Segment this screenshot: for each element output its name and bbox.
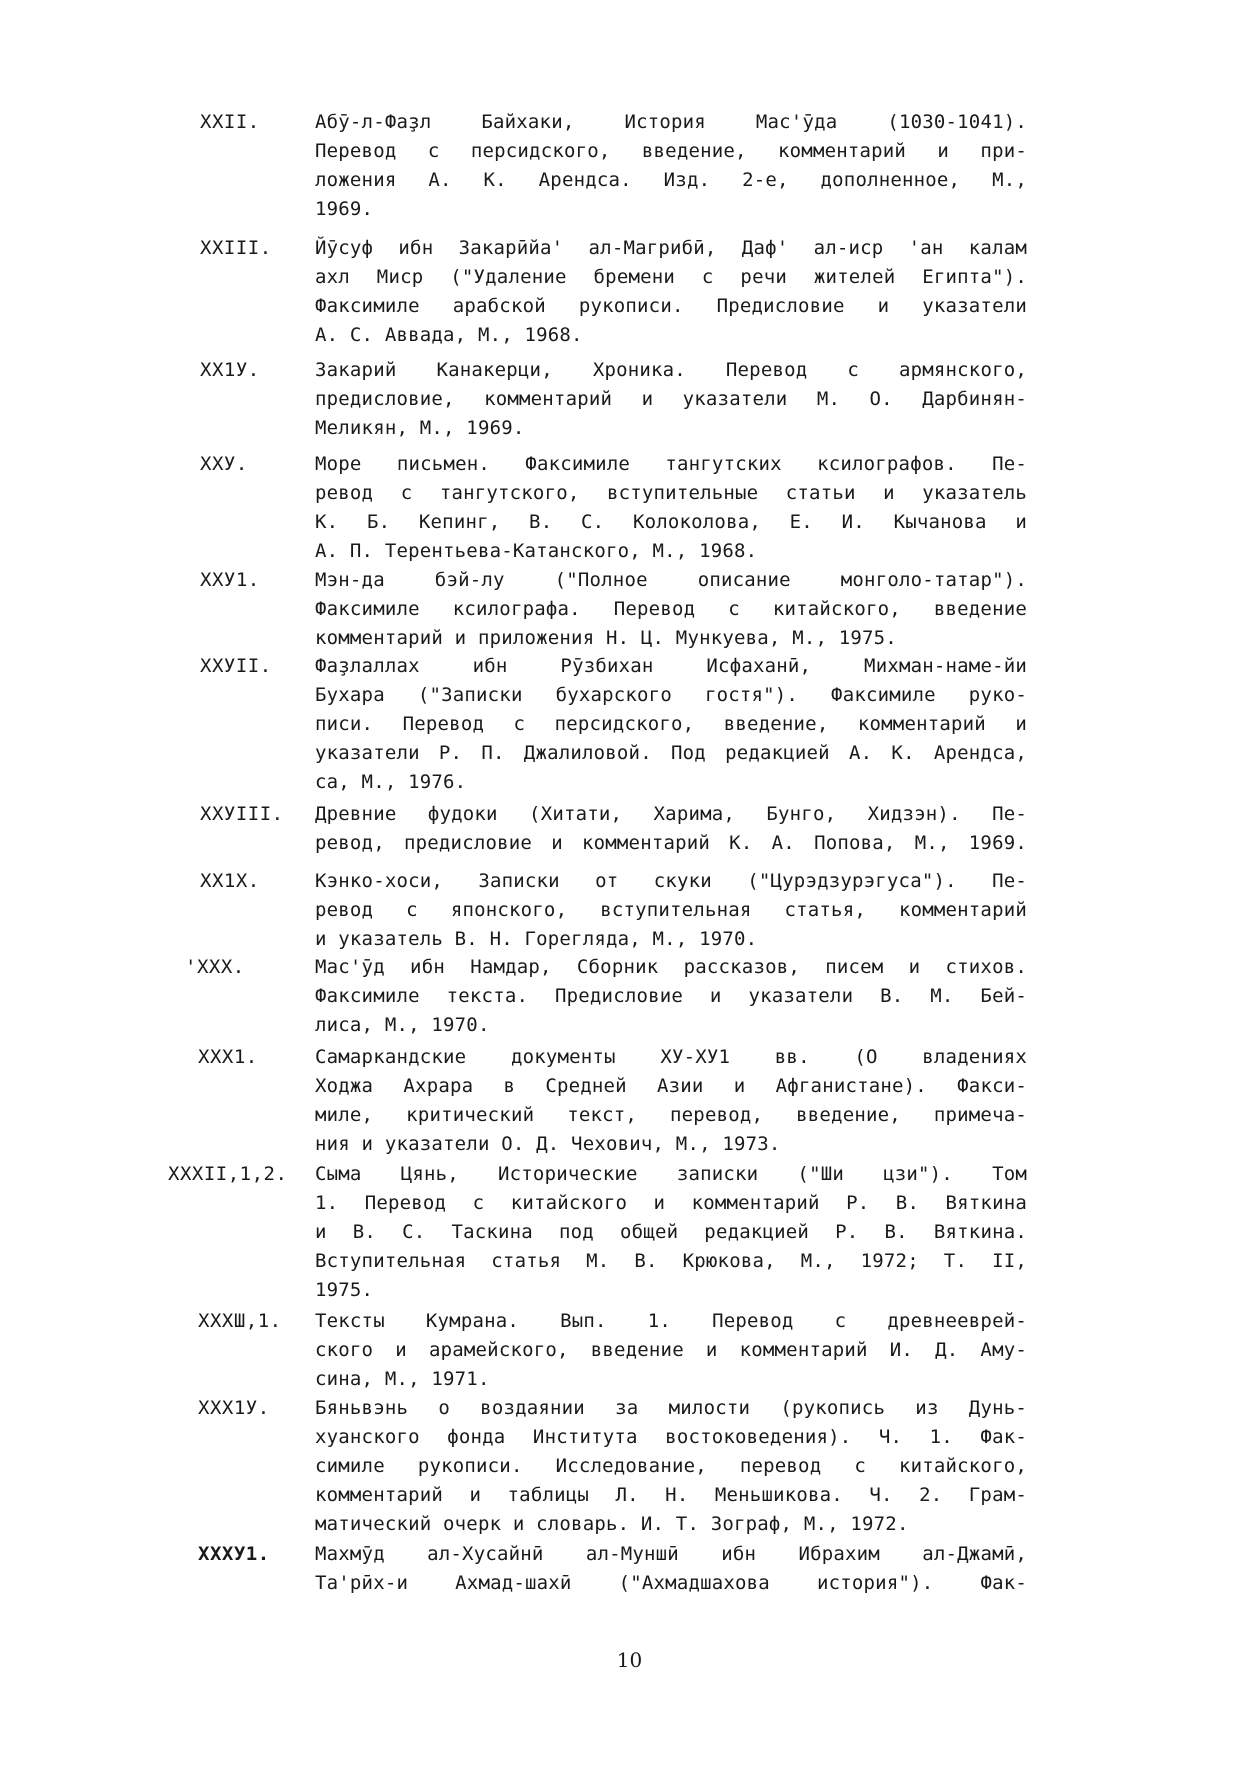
entry-text <box>315 1043 1027 1159</box>
entry-number: XXIII. <box>200 237 272 259</box>
entry-text <box>315 1307 1027 1394</box>
entry-line: хуанского фонда Института востоковедения). Ч. 1. Фак- <box>315 1426 1027 1448</box>
entry-line: Абӯ-л-Фаҙл Байхаки, История Мас'ӯда (1030-1041). <box>315 111 1027 133</box>
entry-line: ревод с японского, вступительная статья, комментарий <box>315 899 1027 921</box>
entry-text <box>315 1394 1027 1539</box>
entry-line: Та'рӣх-и Ахмад-шахӣ ("Ахмадшахова история"). Фак- <box>315 1572 1027 1594</box>
entry-line: комментарий и таблицы Л. Н. Меньшикова. Ч. 2. Грам- <box>315 1484 1027 1506</box>
entry-line: писи. Перевод с персидского, введение, комментарий и <box>315 713 1027 735</box>
entry-text <box>315 450 1027 566</box>
entry-text <box>315 1540 1027 1598</box>
entry-line: ложения А. К. Арендса. Изд. 2-е, дополненное, М., <box>315 169 1027 191</box>
entry-line: комментарий и приложения Н. Ц. Мункуева, М., 1975. <box>315 627 897 649</box>
entry-line: Самаркандские документы XУ-XУ1 вв. (О владениях <box>315 1046 1027 1068</box>
page-number: 10 <box>616 1648 643 1672</box>
entry-number: XXУIII. <box>200 803 284 825</box>
entry-line: Закарий Канакерци, Хроника. Перевод с армянского, <box>315 359 1027 381</box>
entry-line: К. Б. Кепинг, В. С. Колоколова, Е. И. Кычанова и <box>315 511 1027 533</box>
entry-number: XX1X. <box>200 870 260 892</box>
entry-line: и указатель В. Н. Горегляда, М., 1970. <box>315 928 758 950</box>
entry-text <box>315 108 1027 224</box>
entry-line: сина, М., 1971. <box>315 1368 490 1390</box>
entry-line: лиса, М., 1970. <box>315 1014 490 1036</box>
entry-number: XXXУ1. <box>198 1543 270 1565</box>
entry-text <box>315 566 1027 653</box>
entry-line: Бяньвэнь о воздаянии за милости (рукопись из Дунь- <box>315 1397 1027 1419</box>
entry-line: Факсимиле ксилографа. Перевод с китайского, введение <box>315 598 1027 620</box>
entry-line: са, М., 1976. <box>315 771 467 793</box>
entry-line: Перевод с персидского, введение, комментарий и при- <box>315 140 1027 162</box>
entry-line: А. С. Аввада, М., 1968. <box>315 324 583 346</box>
entry-line: Мэн-да бэй-лу ("Полное описание монголо-татар"). <box>315 569 1027 591</box>
entry-text <box>315 800 1027 858</box>
entry-line: и В. С. Таскина под общей редакцией Р. В. Вяткина. <box>315 1221 1027 1243</box>
entry-line: 1975. <box>315 1279 374 1301</box>
entry-number: XXXII,1,2. <box>168 1163 288 1185</box>
entry-line: ревод с тангутского, вступительные статьи и указатель <box>315 482 1027 504</box>
entry-line: ского и арамейского, введение и комментарий И. Д. Аму- <box>315 1339 1027 1361</box>
entry-line: Кэнко-хоси, Записки от скуки ("Цурэдзурэгуса"). Пе- <box>315 870 1027 892</box>
entry-line: Йӯсуф ибн Закарӣйа' ал-Магрибӣ, Даф' ал-иср 'ан калам <box>315 237 1027 259</box>
entry-text <box>315 234 1027 350</box>
entry-line: Древние фудоки (Хитати, Харима, Бунго, Хидзэн). Пе- <box>315 803 1027 825</box>
entry-text <box>315 1160 1027 1305</box>
entry-line: Ходжа Ахрара в Средней Азии и Афганистане). Факси- <box>315 1075 1027 1097</box>
entry-line: 1969. <box>315 198 374 220</box>
entry-number: XXУ1. <box>200 569 260 591</box>
entry-line: Мас'ӯд ибн Намдар, Сборник рассказов, писем и стихов. <box>315 956 1027 978</box>
entry-line: Сыма Цянь, Исторические записки ("Ши цзи"). Том <box>315 1163 1027 1185</box>
entry-number: XXXШ,1. <box>198 1310 282 1332</box>
entry-line: Факсимиле текста. Предисловие и указатели В. М. Бей- <box>315 985 1027 1007</box>
entry-line: миле, критический текст, перевод, введение, примеча- <box>315 1104 1027 1126</box>
entry-line: Вступительная статья М. В. Крюкова, М., 1972; Т. II, <box>315 1250 1027 1272</box>
entry-line: Факсимиле арабской рукописи. Предисловие и указатели <box>315 295 1027 317</box>
entry-number: XX1У. <box>200 359 260 381</box>
entry-number: XXII. <box>200 111 260 133</box>
entry-text <box>315 867 1027 954</box>
entry-line: указатели Р. П. Джалиловой. Под редакцией А. К. Арендса, <box>315 742 1027 764</box>
entry-line: Меликян, М., 1969. <box>315 417 525 439</box>
entry-line: ревод, предисловие и комментарий К. А. Попова, М., 1969. <box>315 832 1027 854</box>
entry-line: предисловие, комментарий и указатели М. О. Дарбинян- <box>315 388 1027 410</box>
entry-line: Фаҙлаллах ибн Рӯзбихан Исфаханӣ, Михман-наме-йи <box>315 655 1027 677</box>
entry-number: XXУII. <box>200 655 272 677</box>
entry-line: А. П. Терентьева-Катанского, М., 1968. <box>315 540 758 562</box>
entry-text <box>315 652 1027 797</box>
entry-number: 'XXX. <box>185 956 245 978</box>
entry-line: Бухара ("Записки бухарского гостя"). Факсимиле руко- <box>315 684 1027 706</box>
entry-line: 1. Перевод с китайского и комментарий Р. В. Вяткина <box>315 1192 1027 1214</box>
entry-line: Тексты Кумрана. Вып. 1. Перевод с древнееврей- <box>315 1310 1027 1332</box>
entry-line: матический очерк и словарь. И. Т. Зограф, М., 1972. <box>315 1513 909 1535</box>
entry-line: симиле рукописи. Исследование, перевод с китайского, <box>315 1455 1027 1477</box>
entry-line: Море письмен. Факсимиле тангутских ксилографов. Пе- <box>315 453 1027 475</box>
entry-line: Махмӯд ал-Хусайнӣ ал-Муншӣ ибн Ибрахим ал-Джамӣ, <box>315 1543 1027 1565</box>
entry-number: XXX1. <box>198 1046 258 1068</box>
entry-text <box>315 953 1027 1040</box>
entry-number: XXУ. <box>200 453 248 475</box>
entry-number: XXX1У. <box>198 1397 270 1419</box>
entry-line: ния и указатели О. Д. Чехович, М., 1973. <box>315 1133 781 1155</box>
entry-line: ахл Миср ("Удаление бремени с речи жителей Египта"). <box>315 266 1027 288</box>
entry-text <box>315 356 1027 443</box>
